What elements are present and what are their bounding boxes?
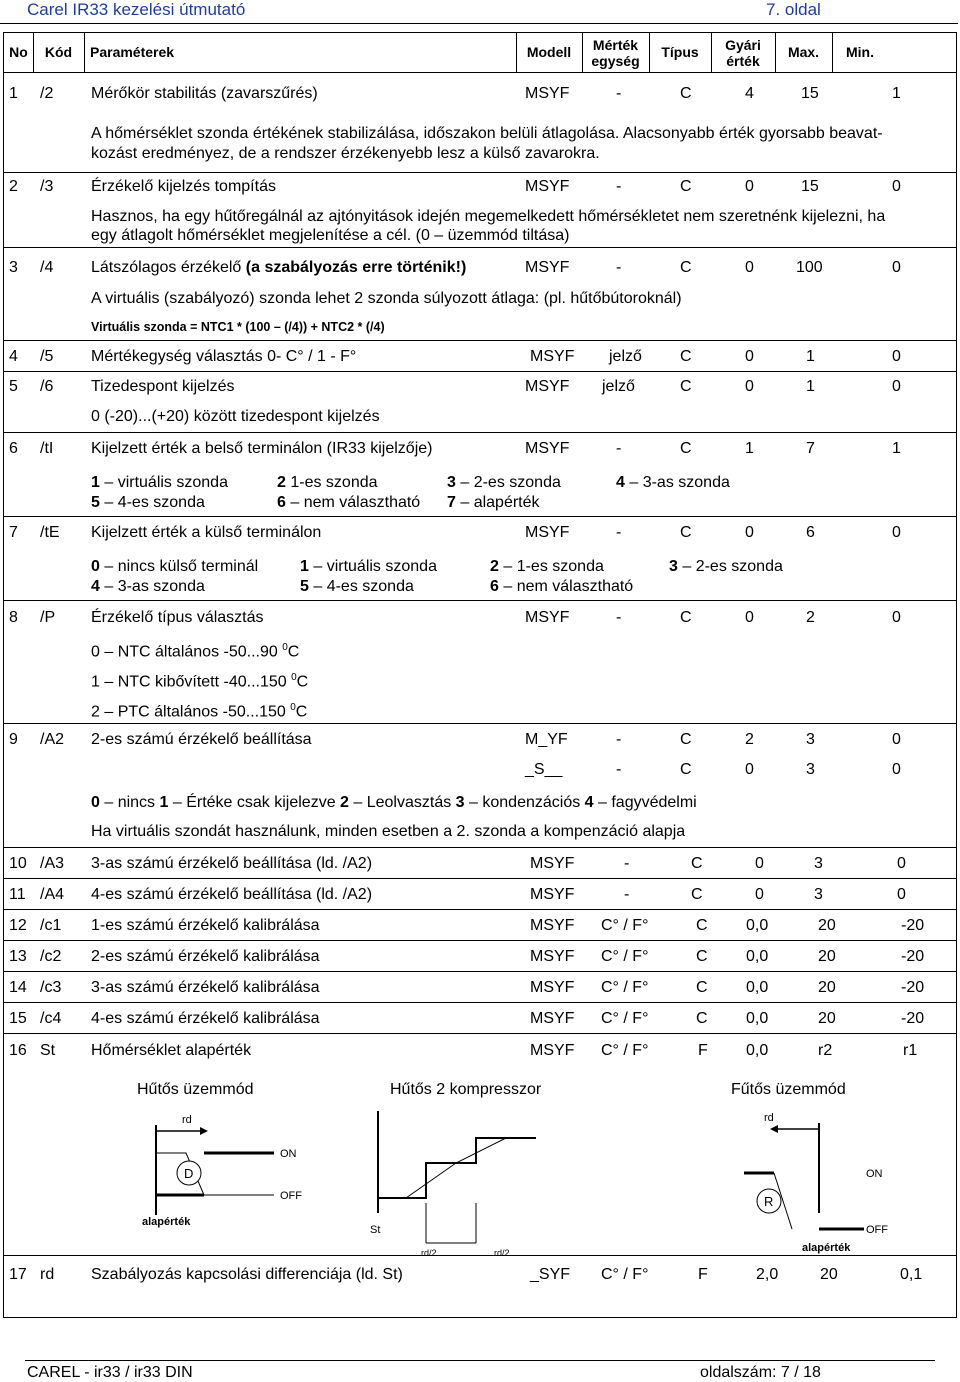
row-no: 11	[9, 886, 26, 903]
row-code: /c2	[40, 948, 62, 965]
row-code: /A4	[40, 886, 65, 903]
row-max: 7	[806, 440, 815, 457]
col-header-default-line1: Gyári	[725, 37, 761, 53]
option-number: 5	[91, 494, 100, 511]
row-code: St	[40, 1042, 56, 1059]
row-unit: C° / F°	[601, 1010, 649, 1027]
row-unit: -	[616, 259, 622, 276]
option-text: 1 – NTC kibővített -40...150	[91, 673, 292, 691]
option-item	[91, 577, 205, 596]
option-text: – alapérték	[455, 494, 540, 511]
cooling-2-compressor-diagram	[366, 1103, 606, 1263]
row-unit: C° / F°	[601, 1266, 649, 1283]
row-description: 0 (-20)...(+20) között tizedespont kijelzés	[91, 408, 380, 425]
row-type: C	[680, 259, 692, 276]
option-text: – Értéke csak kijelezve	[168, 794, 341, 811]
row-no: 10	[9, 855, 27, 872]
row-default: 0,0	[746, 917, 769, 934]
row-type: C	[680, 440, 692, 457]
row-no: 4	[9, 348, 18, 365]
row-type: C	[696, 979, 708, 996]
col-header-unit-line2: egység	[591, 53, 640, 69]
row-divider	[4, 172, 956, 173]
diagram-title-heating: Fűtős üzemmód	[731, 1081, 846, 1098]
row-min: 0	[897, 855, 906, 872]
row-no: 7	[9, 524, 18, 541]
row-model: M_YF	[525, 731, 568, 748]
row-no: 2	[9, 178, 18, 195]
row-max: 3	[806, 731, 815, 748]
option-text: – Leolvasztás	[348, 794, 456, 811]
row-unit: C° / F°	[601, 948, 649, 965]
row-param: Érzékelő kijelzés tompítás	[91, 178, 276, 195]
row-default: 0,0	[746, 948, 769, 965]
col-header-default	[711, 37, 775, 69]
option-text: – 1-es szonda	[498, 558, 604, 575]
row-unit: -	[616, 761, 622, 778]
row-type: F	[698, 1042, 708, 1059]
rd2-label: rd/2	[494, 1248, 510, 1258]
r-label: R	[764, 1194, 774, 1209]
option-number: 0	[91, 794, 100, 811]
row-max: 3	[814, 855, 823, 872]
off-label: OFF	[280, 1190, 302, 1202]
unit-c: C	[296, 673, 309, 691]
row-param: 2-es számú érzékelő kalibrálása	[91, 948, 320, 965]
option-text: – kondenzációs	[464, 794, 585, 811]
row-default: 0	[745, 761, 754, 778]
col-header-unit-line1: Mérték	[592, 37, 639, 53]
row-type: C	[680, 378, 692, 395]
option-item	[91, 493, 205, 512]
row-divider	[4, 1002, 956, 1003]
page-label: 7. oldal	[766, 0, 821, 19]
col-header-default-line2: érték	[726, 53, 760, 69]
header-rule	[0, 23, 958, 24]
row-divider	[4, 432, 956, 433]
row-no: 6	[9, 440, 18, 457]
option-text: 0 – NTC általános -50...90	[91, 643, 283, 661]
row-no: 8	[9, 609, 18, 626]
row-default: 0,0	[746, 979, 769, 996]
row-param: Hőmérséklet alapérték	[91, 1042, 252, 1059]
option-item	[300, 577, 414, 596]
col-header-unit	[582, 37, 649, 69]
off-label: OFF	[866, 1224, 888, 1236]
stage-slope	[406, 1138, 506, 1198]
row-max: 3	[814, 886, 823, 903]
option-item	[490, 557, 604, 576]
row-model: MSYF	[525, 524, 570, 541]
option-text: – 2-es szonda	[677, 558, 783, 575]
row-model: MSYF	[530, 948, 575, 965]
row-unit: -	[616, 178, 622, 195]
row-min: 0	[892, 348, 901, 365]
row-max: 20	[818, 917, 836, 934]
row-default: 0	[745, 259, 754, 276]
row-no: 5	[9, 378, 18, 395]
row-param-emphasis: (a szabályozás erre történik!)	[245, 259, 467, 276]
row-divider	[4, 909, 956, 910]
row-default: 0	[745, 378, 754, 395]
option-text: – nincs	[99, 794, 160, 811]
row-type: C	[680, 178, 692, 195]
col-header-modell: Modell	[526, 44, 572, 60]
row-code: /P	[40, 609, 56, 626]
row-max: 20	[818, 1010, 836, 1027]
diagram-title-cooling: Hűtős üzemmód	[137, 1081, 254, 1098]
option-number: 3	[447, 474, 456, 491]
row-default: 0	[745, 609, 754, 626]
row-model: _SYF	[530, 1266, 571, 1283]
row-type: C	[696, 1010, 708, 1027]
option-number: 2	[490, 558, 499, 575]
row-description: A hőmérséklet szonda értékének stabilizálása, időszakon belüli átlagolása. Alacsonyabb érték gyorsabb beavat-	[91, 125, 883, 142]
row-divider	[4, 847, 956, 848]
row-unit: -	[616, 440, 622, 457]
row-param	[91, 258, 466, 277]
stage-curve	[378, 1138, 536, 1198]
option-item	[277, 493, 420, 512]
arrow-head	[200, 1127, 208, 1135]
row-min: 0	[892, 259, 901, 276]
row-max: 2	[806, 609, 815, 626]
row-divider	[4, 247, 956, 248]
row-max: 100	[796, 259, 823, 276]
row-model: MSYF	[530, 1042, 575, 1059]
rd-label: rd	[182, 1114, 192, 1126]
row-min: 0	[892, 178, 901, 195]
row-unit: C° / F°	[601, 917, 649, 934]
row-param: 4-es számú érzékelő beállítása (ld. /A2)	[91, 886, 373, 903]
option-item	[91, 638, 299, 661]
row-param: 1-es számú érzékelő kalibrálása	[91, 917, 320, 934]
unit-c: C	[295, 703, 308, 721]
row-unit: -	[616, 85, 622, 102]
option-number: 6	[277, 494, 286, 511]
row-min: 0	[892, 761, 901, 778]
row-code: /3	[40, 178, 54, 195]
option-text: – virtuális szonda	[99, 474, 228, 491]
row-min: r1	[903, 1042, 918, 1059]
col-header-no: No	[9, 44, 28, 60]
row-description: A virtuális (szabályozó) szonda lehet 2 szonda súlyozott átlaga: (pl. hűtőbútoroknál)	[91, 290, 682, 307]
row-max: r2	[818, 1042, 833, 1059]
row-model: MSYF	[525, 440, 570, 457]
row-param: Kijelzett érték a külső terminálon	[91, 524, 322, 541]
option-number: 4	[616, 474, 625, 491]
row-unit: C° / F°	[601, 979, 649, 996]
option-number: 5	[300, 578, 309, 595]
option-text: – nem választható	[285, 494, 421, 511]
degree-mark: 0	[290, 702, 296, 713]
row-param: Mérőkör stabilitás (zavarszűrés)	[91, 85, 318, 102]
on-label: ON	[866, 1168, 883, 1180]
row-divider	[4, 940, 956, 941]
row-min: -20	[901, 948, 925, 965]
row-type: C	[680, 761, 692, 778]
option-number: 4	[91, 578, 100, 595]
option-item	[277, 473, 378, 492]
row-unit: jelző	[602, 378, 635, 395]
row-code: /tE	[40, 524, 60, 541]
row-param: 3-as számú érzékelő kalibrálása	[91, 979, 320, 996]
arrow-head	[770, 1125, 778, 1133]
option-number: 1	[300, 558, 309, 575]
row-code: /c1	[40, 917, 62, 934]
row-default: 0,0	[746, 1010, 769, 1027]
row-model: MSYF	[530, 348, 575, 365]
row-max: 15	[801, 178, 819, 195]
row-default: 0	[745, 178, 754, 195]
row-min: 0	[892, 524, 901, 541]
row-unit: -	[616, 524, 622, 541]
row-default: 0	[745, 348, 754, 365]
row-model: MSYF	[530, 855, 575, 872]
row-no: 14	[9, 979, 27, 996]
option-item	[91, 698, 307, 721]
unit-c: C	[287, 643, 300, 661]
option-text: – 4-es szonda	[308, 578, 414, 595]
row-model: MSYF	[525, 378, 570, 395]
rd2-label: rd/2	[421, 1248, 437, 1258]
row-divider	[4, 1033, 956, 1034]
row-no: 13	[9, 948, 27, 965]
row-code: /5	[40, 348, 54, 365]
col-header-min: Min.	[846, 44, 874, 60]
row-unit: C° / F°	[601, 1042, 649, 1059]
row-max: 1	[806, 348, 815, 365]
row-divider	[4, 340, 956, 341]
col-header-kod: Kód	[44, 44, 73, 60]
row-code: /c3	[40, 979, 62, 996]
option-text: – 3-as szonda	[99, 578, 205, 595]
row-model: MSYF	[530, 886, 575, 903]
row-divider	[4, 72, 956, 73]
row-param-text: Látszólagos érzékelő	[91, 259, 246, 276]
row-max: 3	[806, 761, 815, 778]
option-item	[91, 668, 308, 691]
row-type: C	[696, 917, 708, 934]
option-item	[616, 473, 730, 492]
row-type: C	[691, 886, 703, 903]
row-min: 0,1	[900, 1266, 923, 1283]
footer-page-number: oldalszám: 7 / 18	[700, 1364, 821, 1381]
row-max: 20	[818, 979, 836, 996]
row-param: Érzékelő típus választás	[91, 609, 264, 626]
option-number: 4	[584, 794, 594, 811]
col-header-max: Max.	[787, 44, 820, 60]
row-max: 6	[806, 524, 815, 541]
option-text: – 2-es szonda	[455, 474, 561, 491]
row-divider	[4, 878, 956, 879]
row-min: -20	[901, 917, 925, 934]
d-label: D	[184, 1166, 194, 1181]
row-param: Tizedespont kijelzés	[91, 378, 235, 395]
row-divider	[4, 600, 956, 601]
row-description: Ha virtuális szondát használunk, minden esetben a 2. szonda a kompenzáció alapja	[91, 823, 686, 840]
option-text: 2 – PTC általános -50...150	[91, 703, 291, 721]
row-divider	[4, 516, 956, 517]
option-number: 7	[447, 494, 456, 511]
option-item	[669, 557, 783, 576]
option-text: 1-es szonda	[285, 474, 378, 491]
row-max: 1	[806, 378, 815, 395]
row-code: /tI	[40, 440, 54, 457]
row-divider	[4, 371, 956, 372]
row-description: egy átlagolt hőmérséklet megjelenítése a cél. (0 – üzemmód tiltása)	[91, 227, 570, 244]
row-divider	[4, 971, 956, 972]
row-code: /6	[40, 378, 54, 395]
row-default: 0	[745, 524, 754, 541]
option-text: – fagyvédelmi	[593, 794, 697, 811]
diagram-title-cooling-2comp: Hűtős 2 kompresszor	[390, 1081, 542, 1098]
option-number: 1	[91, 474, 100, 491]
col-header-type: Típus	[661, 44, 699, 60]
row-min: 0	[892, 731, 901, 748]
option-item	[300, 557, 437, 576]
setpoint-label: alapérték	[802, 1242, 851, 1254]
option-number: 1	[159, 794, 169, 811]
option-text: – 4-es szonda	[99, 494, 205, 511]
row-type: F	[698, 1266, 708, 1283]
option-item	[490, 577, 633, 596]
option-list	[91, 793, 697, 812]
row-param: 4-es számú érzékelő kalibrálása	[91, 1010, 320, 1027]
row-no: 12	[9, 917, 27, 934]
row-no: 1	[9, 85, 18, 102]
option-item	[447, 473, 561, 492]
row-model: MSYF	[525, 85, 570, 102]
heating-mode-diagram	[734, 1101, 924, 1254]
st-label: St	[370, 1224, 381, 1236]
option-item	[91, 557, 258, 576]
row-description: kozást eredményez, de a rendszer érzékenyebb lesz a külső zavarokra.	[91, 145, 600, 162]
row-type: C	[680, 731, 692, 748]
row-model: MSYF	[530, 979, 575, 996]
option-number: 0	[91, 558, 100, 575]
col-header-param: Paraméterek	[90, 44, 175, 60]
row-model: MSYF	[525, 609, 570, 626]
row-default: 0	[755, 886, 764, 903]
header-col-divider	[84, 33, 85, 72]
degree-mark: 0	[282, 642, 288, 653]
row-unit: -	[616, 731, 622, 748]
row-type: C	[680, 348, 692, 365]
row-default: 0,0	[746, 1042, 769, 1059]
footer-product: CAREL - ir33 / ir33 DIN	[27, 1364, 193, 1381]
row-min: 0	[892, 609, 901, 626]
option-item	[447, 493, 540, 512]
row-min: -20	[901, 1010, 925, 1027]
row-model: MSYF	[525, 259, 570, 276]
row-unit: -	[624, 855, 630, 872]
row-code: /A2	[40, 731, 65, 748]
row-min: 1	[892, 85, 901, 102]
row-model: _S__	[525, 761, 563, 778]
rd-label: rd	[764, 1112, 774, 1124]
option-text: – 3-as szonda	[624, 474, 730, 491]
option-number: 2	[277, 474, 286, 491]
row-no: 15	[9, 1010, 27, 1027]
row-no: 9	[9, 731, 18, 748]
row-code: /A3	[40, 855, 65, 872]
option-item	[91, 473, 228, 492]
row-model: MSYF	[525, 178, 570, 195]
row-max: 20	[820, 1266, 838, 1283]
row-type: C	[696, 948, 708, 965]
row-param: 2-es számú érzékelő beállítása	[91, 731, 312, 748]
option-number: 2	[340, 794, 349, 811]
row-type: C	[680, 609, 692, 626]
row-default: 1	[745, 440, 754, 457]
cooling-mode-diagram	[134, 1103, 314, 1228]
row-unit: -	[616, 609, 622, 626]
row-default: 0	[755, 855, 764, 872]
row-param: Szabályozás kapcsolási differenciája (ld. St)	[91, 1266, 403, 1283]
document-title: Carel IR33 kezelési útmutató	[27, 0, 246, 19]
row-no: 3	[9, 259, 18, 276]
row-unit: -	[624, 886, 630, 903]
row-type: C	[680, 85, 692, 102]
row-min: -20	[901, 979, 925, 996]
row-type: C	[691, 855, 703, 872]
row-param: Kijelzett érték a belső terminálon (IR33 kijelzője)	[91, 440, 433, 457]
row-default: 4	[745, 85, 754, 102]
row-param: Mértékegység választás 0- C° / 1 - F°	[91, 348, 357, 365]
degree-mark: 0	[291, 672, 297, 683]
row-default: 2	[745, 731, 754, 748]
row-default: 2,0	[756, 1266, 779, 1283]
option-number: 6	[490, 578, 499, 595]
row-model: MSYF	[530, 1010, 575, 1027]
hysteresis-curve	[156, 1153, 274, 1195]
row-max: 15	[801, 85, 819, 102]
row-unit: jelző	[609, 348, 642, 365]
row-code: /c4	[40, 1010, 62, 1027]
setpoint-label: alapérték	[142, 1216, 191, 1228]
row-min: 0	[892, 378, 901, 395]
row-code: /4	[40, 259, 54, 276]
footer-rule	[25, 1360, 935, 1361]
row-min: 1	[892, 440, 901, 457]
row-min: 0	[897, 886, 906, 903]
parameter-table	[3, 32, 957, 1318]
row-divider	[4, 723, 956, 724]
row-param: 3-as számú érzékelő beállítása (ld. /A2)	[91, 855, 373, 872]
row-code: rd	[40, 1266, 55, 1283]
row-formula: Virtuális szonda = NTC1 * (100 – (/4)) + NTC2 * (/4)	[91, 320, 385, 334]
row-no: 17	[9, 1266, 27, 1283]
option-number: 3	[669, 558, 678, 575]
row-code: /2	[40, 85, 54, 102]
row-no: 16	[9, 1042, 27, 1059]
on-label: ON	[280, 1148, 297, 1160]
row-type: C	[680, 524, 692, 541]
option-number: 3	[455, 794, 465, 811]
row-description: Hasznos, ha egy hűtőregálnál az ajtónyitások idején megemelkedett hőmérsékletet nem szeretnénk kijelezni, ha	[91, 208, 886, 225]
row-max: 20	[818, 948, 836, 965]
option-text: – nem választható	[498, 578, 634, 595]
option-text: – nincs külső terminál	[99, 558, 259, 575]
row-model: MSYF	[530, 917, 575, 934]
option-text: – virtuális szonda	[308, 558, 437, 575]
